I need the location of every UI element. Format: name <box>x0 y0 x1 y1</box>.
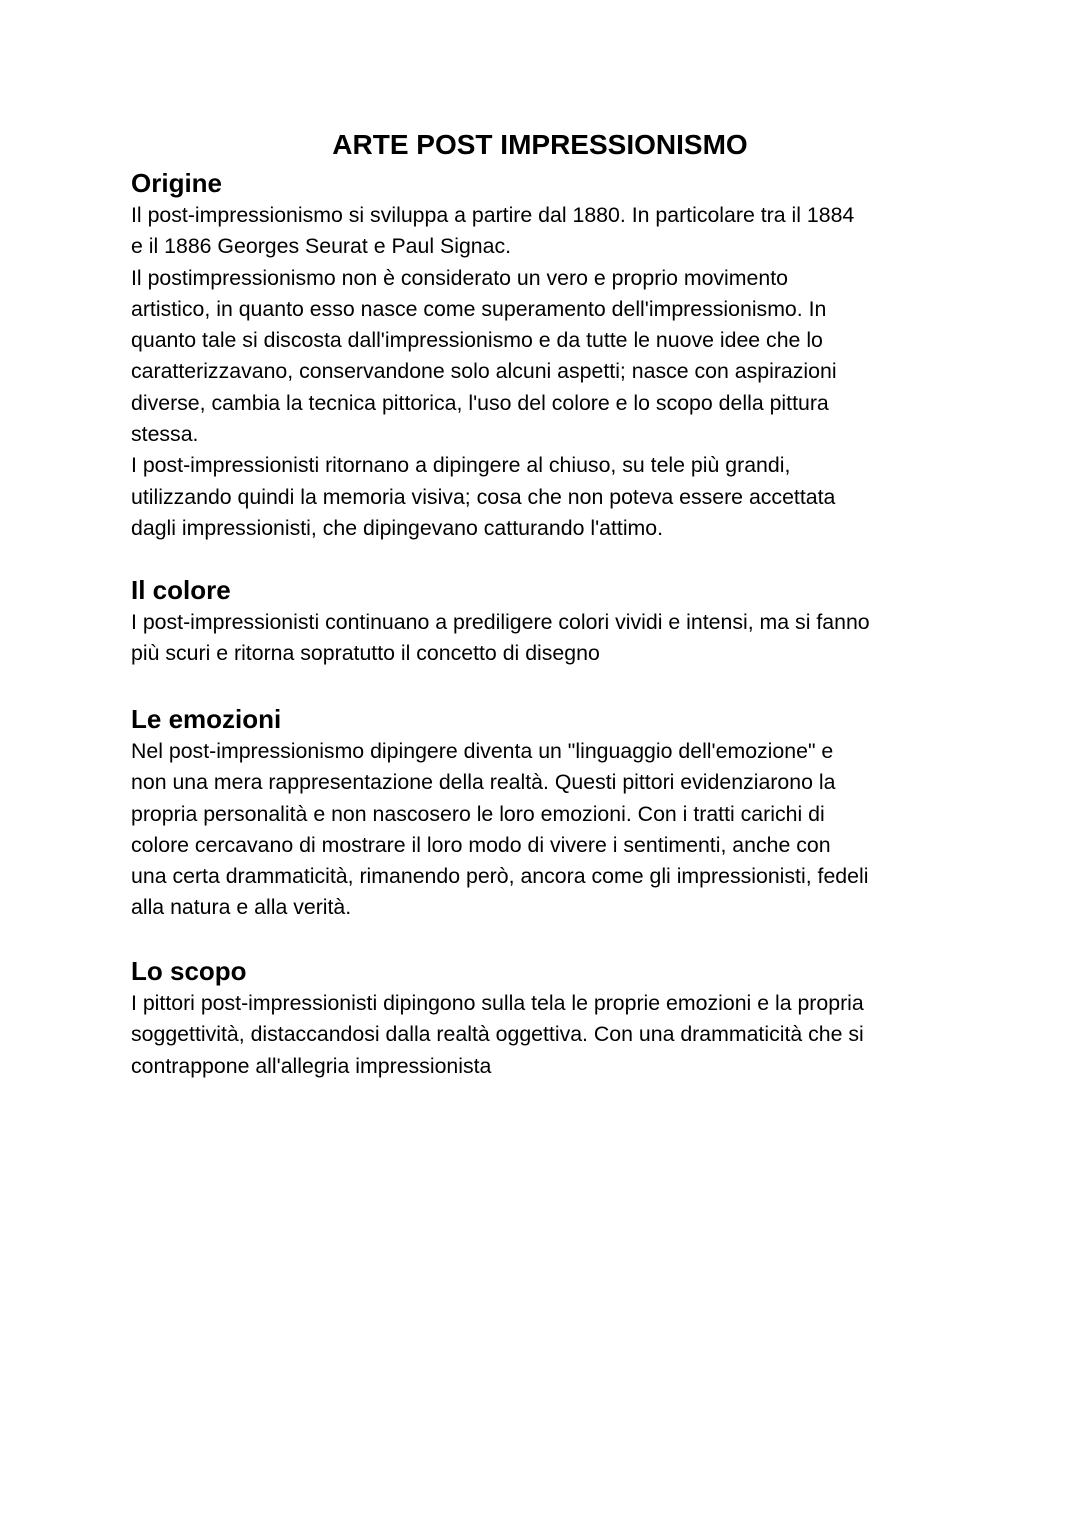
text-line: contrappone all'allegria impressionista <box>131 1053 492 1078</box>
section-colore <box>131 574 961 670</box>
text-line: diverse, cambia la tecnica pittorica, l'uso del colore e lo scopo della pittura <box>131 390 829 415</box>
text-line: una certa drammaticità, rimanendo però, ancora come gli impressionisti, fedeli <box>131 864 869 889</box>
section-text <box>131 988 961 1082</box>
text-line: dagli impressionisti, che dipingevano catturando l'attimo. <box>131 515 664 540</box>
text-line: stessa. <box>131 422 199 447</box>
text-line: utilizzando quindi la memoria visiva; cosa che non poteva essere accettata <box>131 484 836 509</box>
section-heading: Il colore <box>131 575 231 605</box>
text-line: colore cercavano di mostrare il loro modo di vivere i sentimenti, anche con <box>131 832 831 857</box>
text-line: e il 1886 Georges Seurat e Paul Signac. <box>131 234 512 259</box>
section-emozioni <box>131 703 961 924</box>
text-line: caratterizzavano, conservandone solo alcuni aspetti; nasce con aspirazioni <box>131 359 837 384</box>
text-line: soggettività, distaccandosi dalla realtà oggettiva. Con una drammaticità che si <box>131 1022 864 1047</box>
text-line: quanto tale si discosta dall'impressionismo e da tutte le nuove idee che lo <box>131 328 823 353</box>
text-line: I post-impressionisti continuano a prediligere colori vividi e intensi, ma si fanno <box>131 610 870 634</box>
section-scopo <box>131 955 961 1082</box>
document-title: ARTE POST IMPRESSIONISMO <box>332 129 748 160</box>
text-line: alla natura e alla verità. <box>131 895 352 920</box>
text-line: I post-impressionisti ritornano a dipingere al chiuso, su tele più grandi, <box>131 453 791 478</box>
text-line: Nel post-impressionismo dipingere diventa un "linguaggio dell'emozione" e <box>131 739 834 763</box>
text-line: non una mera rappresentazione della realtà. Questi pittori evidenziarono la <box>131 770 836 795</box>
text-line: I pittori post-impressionisti dipingono sulla tela le proprie emozioni e la propria <box>131 991 864 1015</box>
text-line: più scuri e ritorna sopratutto il concetto di disegno <box>131 641 600 666</box>
text-line: propria personalità e non nascosero le loro emozioni. Con i tratti carichi di <box>131 801 825 826</box>
text-line: Il post-impressionismo si sviluppa a partire dal 1880. In particolare tra il 1884 <box>131 203 855 227</box>
section-text <box>131 607 961 670</box>
section-heading: Origine <box>131 168 223 198</box>
section-text <box>131 200 961 544</box>
section-origine <box>131 167 961 544</box>
text-line: artistico, in quanto esso nasce come superamento dell'impressionismo. In <box>131 296 827 321</box>
text-line: Il postimpressionismo non è considerato un vero e proprio movimento <box>131 265 788 290</box>
section-text <box>131 736 961 924</box>
section-heading: Lo scopo <box>131 956 247 986</box>
section-heading: Le emozioni <box>131 704 282 734</box>
